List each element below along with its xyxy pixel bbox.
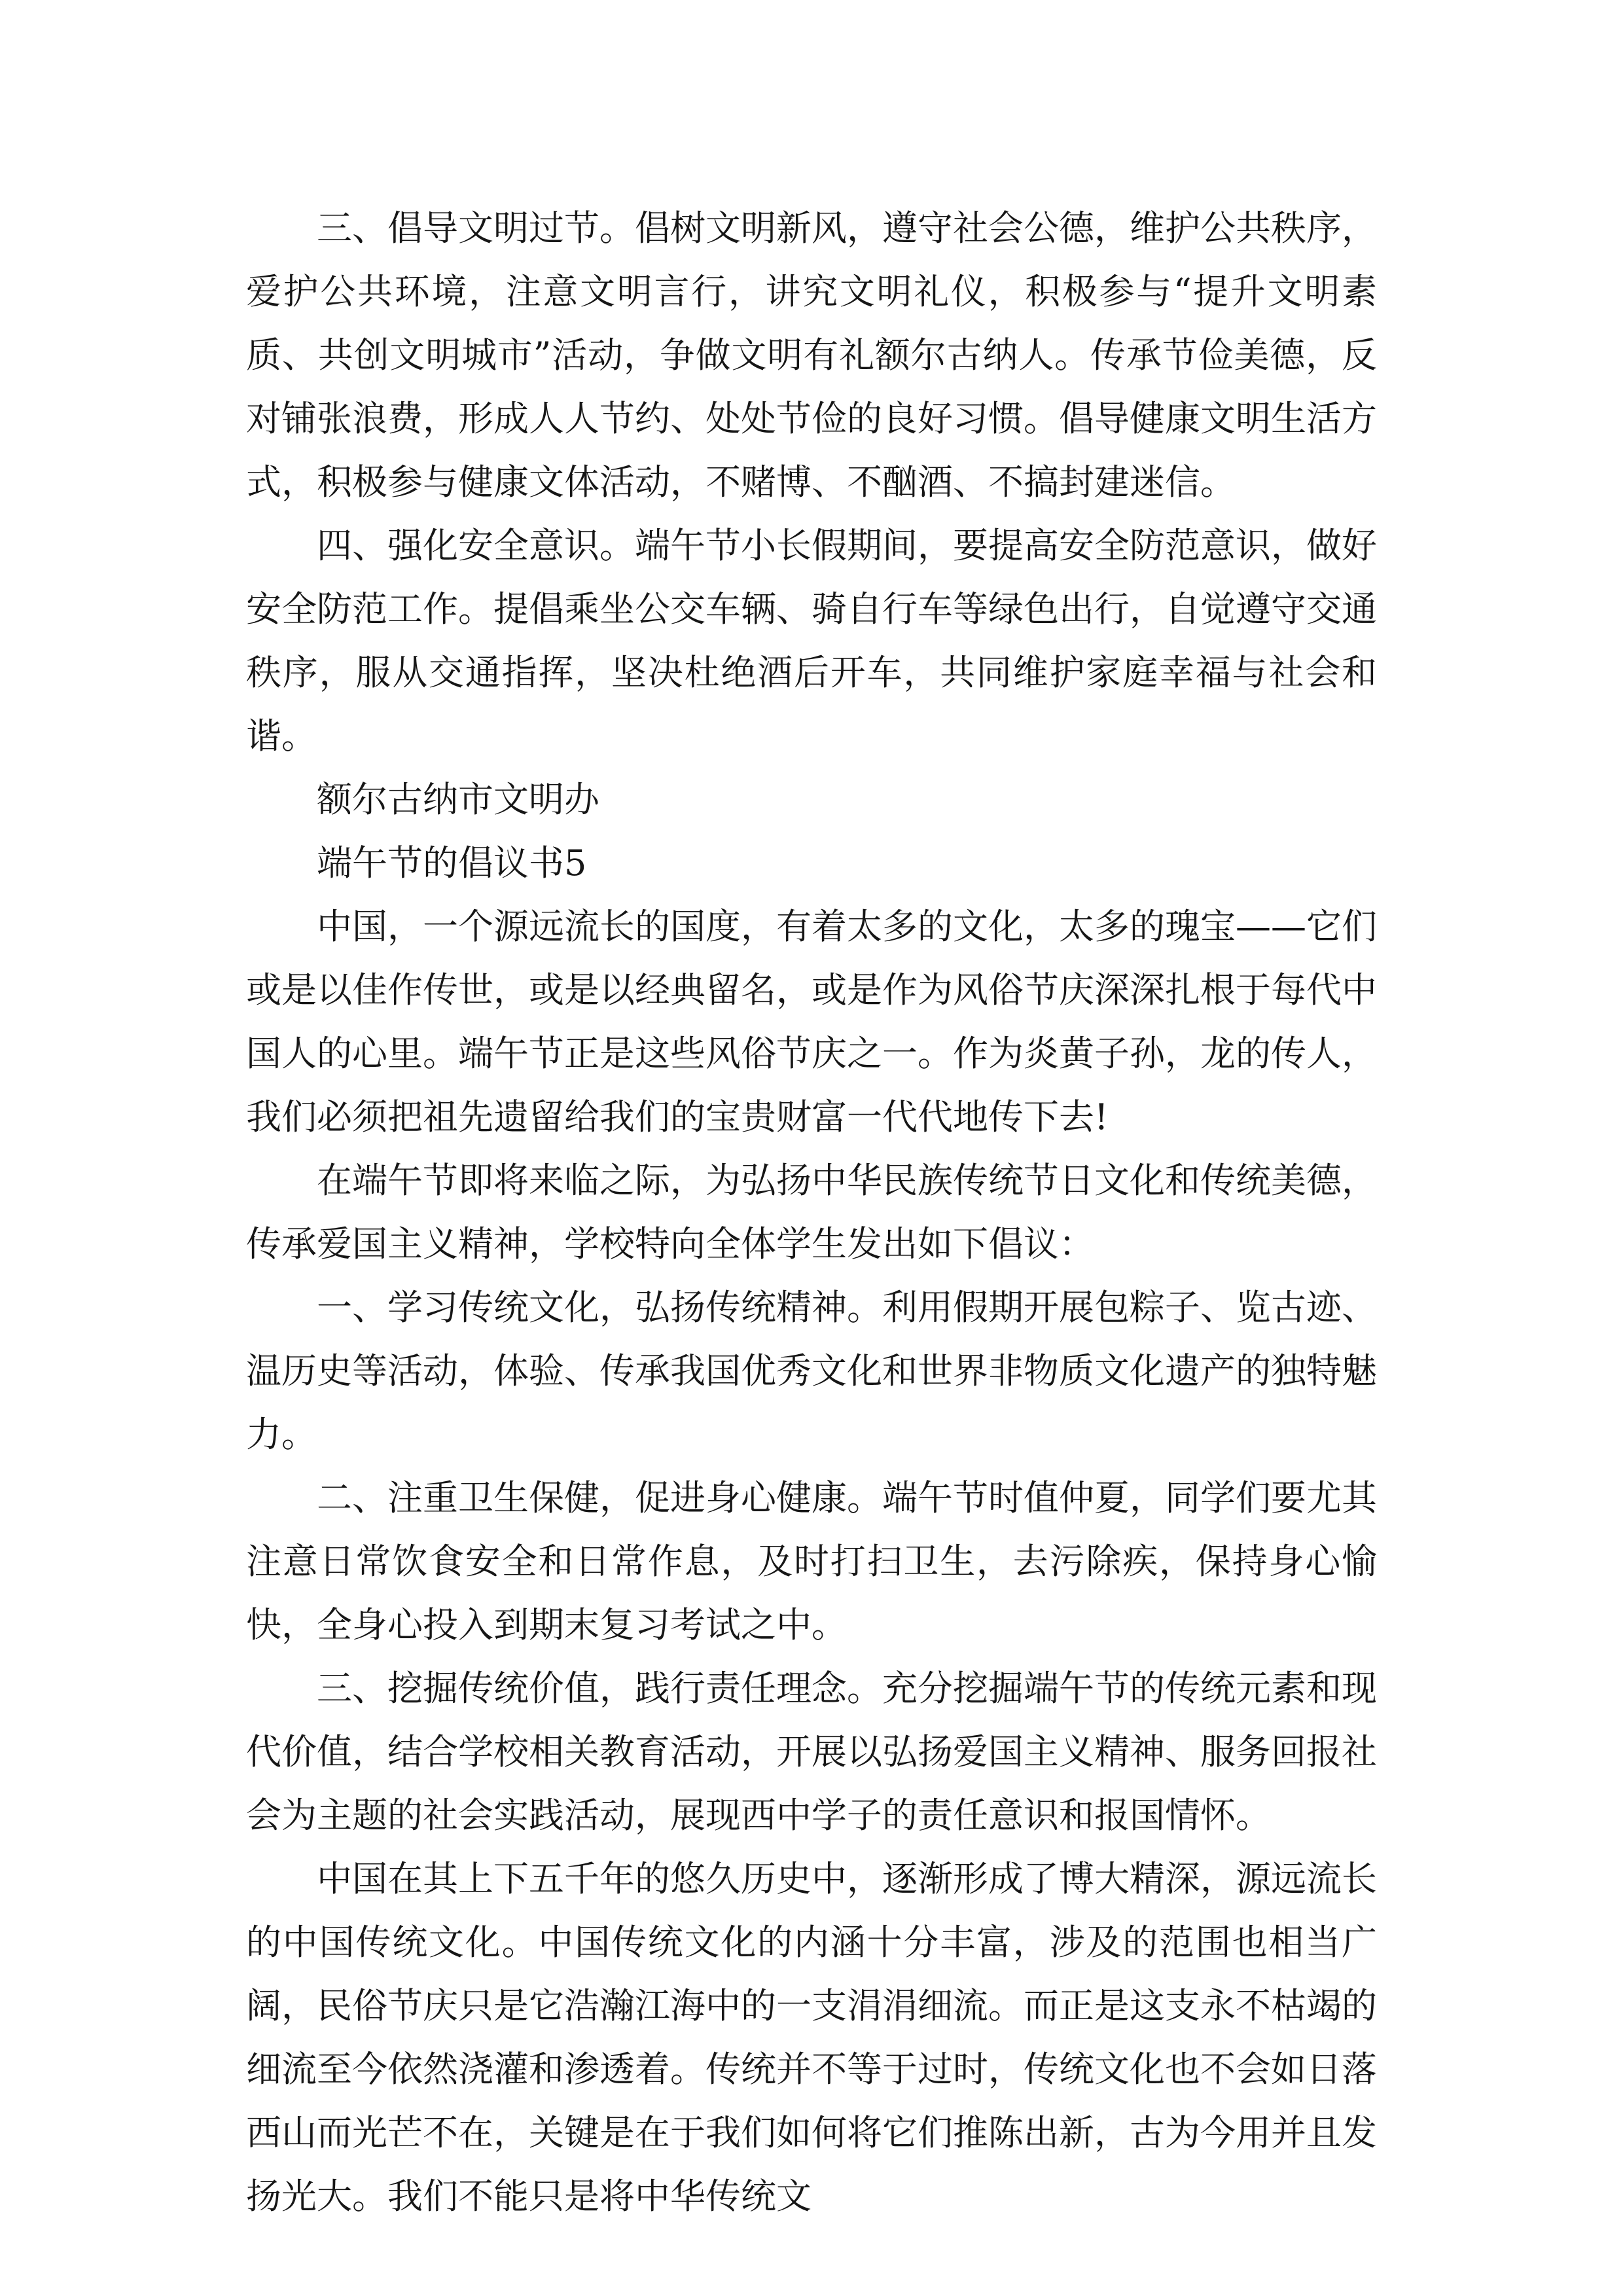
paragraph-china-intro: 中国，一个源远流长的国度，有着太多的文化，太多的瑰宝——它们或是以佳作传世，或是以经典留名，或是作为风俗节庆深深扎根于每代中国人的心里。端午节正是这些风俗节庆之一。作为炎黄子孙，龙的传人，我们必须把祖先遗留给我们的宝贵财富一代代地传下去! (246, 906, 1377, 1138)
paragraph-safety-awareness: 四、强化安全意识。端午节小长假期间，要提高安全防范意识，做好安全防范工作。提倡乘坐公交车辆、骑自行车等绿色出行，自觉遵守交通秩序，服从交通指挥，坚决杜绝酒后开车，共同维护家庭幸福与社会和谐。 (246, 525, 1377, 757)
paragraph-civilized-festival: 三、倡导文明过节。倡树文明新风，遵守社会公德，维护公共秩序，爱护公共环境，注意文明言行，讲究文明礼仪，积极参与“提升文明素质、共创文明城市”活动，争做文明有礼额尔古纳人。传承节俭美德，反对铺张浪费，形成人人节约、处处节俭的良好习惯。倡导健康文明生活方式，积极参与健康文体活动，不赌博、不酗酒、不搞封建迷信。 (246, 207, 1377, 503)
signature-office: 额尔古纳市文明办 (317, 779, 599, 820)
paragraph-health: 二、注重卫生保健，促进身心健康。端午节时值仲夏，同学们要尤其注意日常饮食安全和日常作息，及时打扫卫生，去污除疾，保持身心愉快，全身心投入到期末复习考试之中。 (246, 1477, 1377, 1645)
document-body (246, 196, 1377, 2228)
paragraph-traditional-value: 三、挖掘传统价值，践行责任理念。充分挖掘端午节的传统元素和现代价值，结合学校相关教育活动，开展以弘扬爱国主义精神、服务回报社会为主题的社会实践活动，展现西中学子的责任意识和报国情怀。 (246, 1668, 1377, 1836)
paragraph-proposal-intro: 在端午节即将来临之际，为弘扬中华民族传统节日文化和传统美德，传承爱国主义精神，学校特向全体学生发出如下倡议： (246, 1160, 1377, 1265)
paragraph-chinese-culture: 中国在其上下五千年的悠久历史中，逐渐形成了博大精深，源远流长的中国传统文化。中国传统文化的内涵十分丰富，涉及的范围也相当广阔，民俗节庆只是它浩瀚江海中的一支涓涓细流。而正是这支永不枯竭的细流至今依然浇灌和渗透着。传统并不等于过时，传统文化也不会如日落西山而光芒不在，关键是在于我们如何将它们推陈出新，古为今用并且发扬光大。我们不能只是将中华传统文 (246, 1858, 1377, 2217)
section-title-proposal-5: 端午节的倡议书5 (317, 842, 587, 884)
paragraph-learn-culture: 一、学习传统文化，弘扬传统精神。利用假期开展包粽子、览古迹、温历史等活动，体验、传承我国优秀文化和世界非物质文化遗产的独特魅力。 (246, 1287, 1377, 1455)
